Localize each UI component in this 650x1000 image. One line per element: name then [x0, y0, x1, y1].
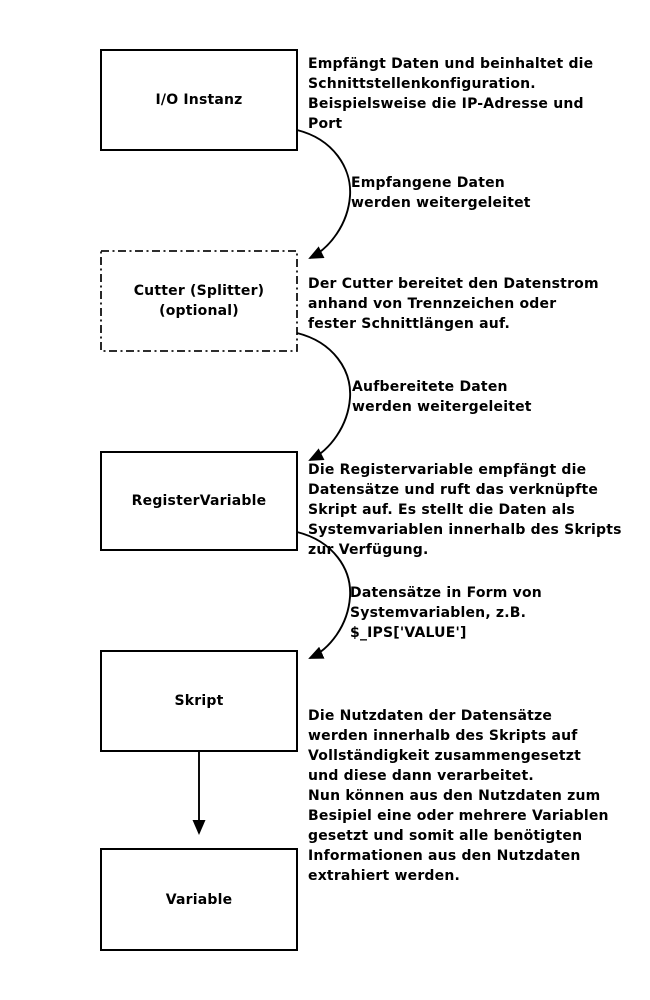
node-label: I/O Instanz: [155, 92, 243, 108]
annotation-line: Vollständigkeit zusammengesetzt: [308, 748, 581, 764]
node-label: Variable: [165, 891, 233, 908]
arrow-io-to-cutter: [297, 130, 350, 258]
arrow-cutter-to-registervariable: [297, 333, 350, 460]
annotation-line: Datensätze und ruft das verknüpfte: [308, 482, 599, 498]
node-label: (optional): [159, 303, 239, 319]
annotation-line: Empfangene Daten: [351, 175, 505, 191]
annotation-line: Systemvariablen innerhalb des Skripts: [308, 522, 622, 538]
prepared-data-label: [352, 377, 532, 417]
annotation-line: Empfängt Daten und beinhaltet die: [308, 56, 594, 72]
annotation-line: Die Registervariable empfängt die: [308, 462, 587, 478]
annotation-line: Skript auf. Es stellt die Daten als: [308, 502, 575, 518]
annotation-line: Systemvariablen, z.B.: [350, 605, 527, 621]
node-registervariable: [101, 452, 297, 550]
received-data-label: [351, 173, 531, 213]
node-label: Skript: [174, 693, 224, 709]
annotation-line: gesetzt und somit alle benötigten: [308, 828, 583, 844]
annotation-line: Die Nutzdaten der Datensätze: [308, 708, 553, 724]
annotation-line: Datensätze in Form von: [350, 585, 542, 601]
annotation-line: Schnittstellenkonfiguration.: [308, 76, 536, 92]
node-cutter: [101, 251, 297, 351]
registervariable-description: [308, 460, 622, 560]
node-label: RegisterVariable: [131, 493, 267, 509]
node-io-instanz: [101, 50, 297, 150]
annotation-line: Beispielsweise die IP-Adresse und: [308, 96, 584, 112]
cutter-description: [308, 274, 599, 334]
annotation-line: anhand von Trennzeichen oder: [308, 296, 557, 312]
skript-description: [308, 706, 609, 886]
annotation-line: extrahiert werden.: [308, 868, 461, 884]
annotation-line: werden weitergeleitet: [351, 195, 531, 211]
annotation-line: Port: [308, 116, 343, 132]
annotation-line: und diese dann verarbeitet.: [308, 768, 534, 784]
annotation-line: Nun können aus den Nutzdaten zum: [308, 788, 601, 804]
annotation-line: Besipiel eine oder mehrere Variablen: [308, 808, 609, 824]
node-skript: [101, 651, 297, 751]
annotation-line: $_IPS['VALUE']: [350, 625, 467, 641]
io-instanz-description: [308, 54, 593, 134]
annotation-line: Aufbereitete Daten: [352, 379, 508, 395]
annotation-line: werden innerhalb des Skripts auf: [308, 728, 578, 744]
annotation-line: Der Cutter bereitet den Datenstrom: [308, 276, 599, 292]
annotation-line: fester Schnittlängen auf.: [308, 316, 511, 332]
annotation-line: werden weitergeleitet: [352, 399, 532, 415]
annotation-line: Informationen aus den Nutzdaten: [308, 848, 581, 864]
node-label: Cutter (Splitter): [133, 283, 265, 299]
annotation-line: zur Verfügung.: [308, 542, 429, 558]
node-variable: [101, 849, 297, 950]
systemvariables-label: [350, 583, 542, 643]
